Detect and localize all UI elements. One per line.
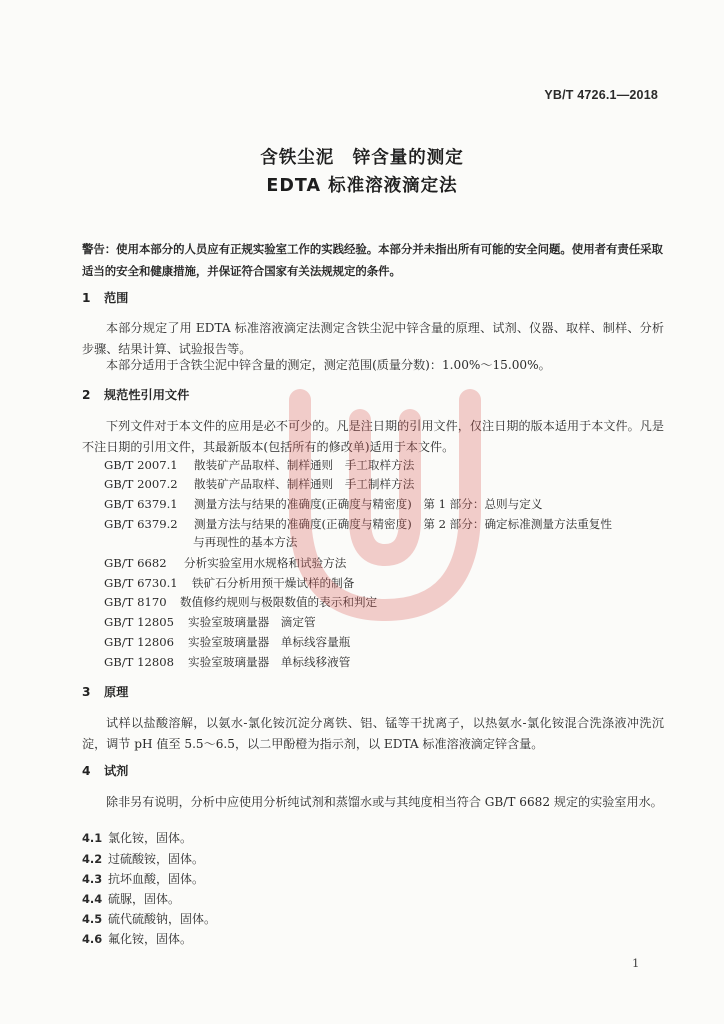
reagent-item	[82, 890, 180, 907]
section-1-heading	[82, 289, 128, 306]
reference-item	[104, 514, 664, 534]
reagent-text: 硫代硫酸钠，固体。	[108, 912, 217, 926]
section-number: 2	[82, 388, 91, 402]
reference-title: 散装矿产品取样、制样通则 手工制样方法	[194, 477, 415, 491]
reference-title: 数值修约规则与极限数值的表示和判定	[180, 595, 378, 609]
reagent-number: 4.3	[82, 872, 103, 886]
reference-item	[104, 632, 664, 652]
reference-item	[104, 494, 664, 514]
reagent-item	[82, 870, 204, 887]
section-title: 规范性引用文件	[104, 388, 190, 402]
reference-item	[104, 592, 664, 612]
reference-title: 铁矿石分析用预干燥试样的制备	[192, 576, 355, 590]
reagent-text: 过硫酸铵，固体。	[108, 852, 205, 866]
reference-title: 实验室玻璃量器 单标线移液管	[188, 655, 351, 669]
section-title: 原理	[104, 685, 129, 699]
page-number: 1	[632, 956, 640, 970]
section-number: 3	[82, 685, 91, 699]
document-title: 含铁尘泥 锌含量的测定	[260, 148, 464, 168]
reference-item	[104, 474, 664, 494]
scope-paragraph-2: 本部分适用于含铁尘泥中锌含量的测定，测定范围(质量分数)：1.00%～15.00%。	[106, 358, 551, 372]
warning-paragraph: 警告：使用本部分的人员应有正规实验室工作的实践经验。本部分并未指出所有可能的安全问题。使用者有责任采取适当的安全和健康措施，并保证符合国家有关法规规定的条件。	[82, 242, 663, 278]
document-subtitle: EDTA 标准溶液滴定法	[266, 176, 458, 196]
reference-code: GB/T 2007.2	[104, 477, 178, 491]
reference-title: 散装矿产品取样、制样通则 手工取样方法	[194, 458, 415, 472]
reference-code: GB/T 8170	[104, 595, 167, 609]
reagent-number: 4.1	[82, 831, 103, 845]
reference-item	[104, 455, 664, 475]
section-3-heading	[82, 683, 128, 700]
reference-title: 分析实验室用水规格和试验方法	[184, 556, 347, 570]
reference-title: 实验室玻璃量器 滴定管	[188, 615, 316, 629]
reagent-item	[82, 930, 192, 947]
standard-code: YB/T 4726.1—2018	[544, 88, 658, 102]
reagent-number: 4.6	[82, 932, 103, 946]
reagent-item	[82, 910, 216, 927]
scope-paragraph-1: 本部分规定了用 EDTA 标准溶液滴定法测定含铁尘泥中锌含量的原理、试剂、仪器、取样、制样、分析步骤、结果计算、试验报告等。	[82, 321, 664, 356]
reference-item	[104, 612, 664, 632]
principle-paragraph: 试样以盐酸溶解，以氨水-氯化铵沉淀分离铁、铝、锰等干扰离子，以热氨水-氯化铵混合洗涤液冲洗沉淀，调节 pH 值至 5.5～6.5，以二甲酚橙为指示剂，以 EDTA 标准溶液滴定锌含量。	[82, 716, 664, 751]
reference-code: GB/T 2007.1	[104, 458, 178, 472]
reagent-text: 氟化铵，固体。	[108, 932, 193, 946]
references-intro-paragraph: 下列文件对于本文件的应用是必不可少的。凡是注日期的引用文件，仅注日期的版本适用于本文件。凡是不注日期的引用文件，其最新版本(包括所有的修改单)适用于本文件。	[82, 419, 664, 454]
section-number: 4	[82, 764, 91, 778]
section-number: 1	[82, 291, 91, 305]
reagent-text: 抗坏血酸，固体。	[108, 872, 205, 886]
reference-code: GB/T 12806	[104, 635, 174, 649]
reference-code: GB/T 6682	[104, 556, 167, 570]
reference-title: 实验室玻璃量器 单标线容量瓶	[188, 635, 351, 649]
reference-item	[104, 573, 664, 593]
reagent-item	[82, 829, 192, 846]
reference-continuation: 与再现性的基本方法	[193, 535, 298, 549]
reference-title: 测量方法与结果的准确度(正确度与精密度) 第 1 部分：总则与定义	[194, 497, 543, 511]
reference-code: GB/T 6379.2	[104, 517, 178, 531]
reagent-number: 4.2	[82, 852, 103, 866]
reagent-text: 硫脲，固体。	[108, 892, 181, 906]
reagent-item	[82, 850, 204, 867]
reagent-number: 4.4	[82, 892, 103, 906]
section-2-heading	[82, 386, 189, 403]
reference-item	[104, 652, 664, 672]
reference-code: GB/T 6730.1	[104, 576, 178, 590]
reference-code: GB/T 6379.1	[104, 497, 178, 511]
reagent-text: 氯化铵，固体。	[108, 831, 193, 845]
reference-code: GB/T 12808	[104, 655, 174, 669]
section-title: 试剂	[104, 764, 129, 778]
reference-item	[104, 553, 664, 573]
reference-title: 测量方法与结果的准确度(正确度与精密度) 第 2 部分：确定标准测量方法重复性	[194, 517, 612, 531]
section-4-heading	[82, 762, 128, 779]
reagent-number: 4.5	[82, 912, 103, 926]
section-title: 范围	[104, 291, 129, 305]
reference-code: GB/T 12805	[104, 615, 174, 629]
reagents-intro-paragraph: 除非另有说明，分析中应使用分析纯试剂和蒸馏水或与其纯度相当符合 GB/T 6682 规定的实验室用水。	[106, 795, 663, 809]
